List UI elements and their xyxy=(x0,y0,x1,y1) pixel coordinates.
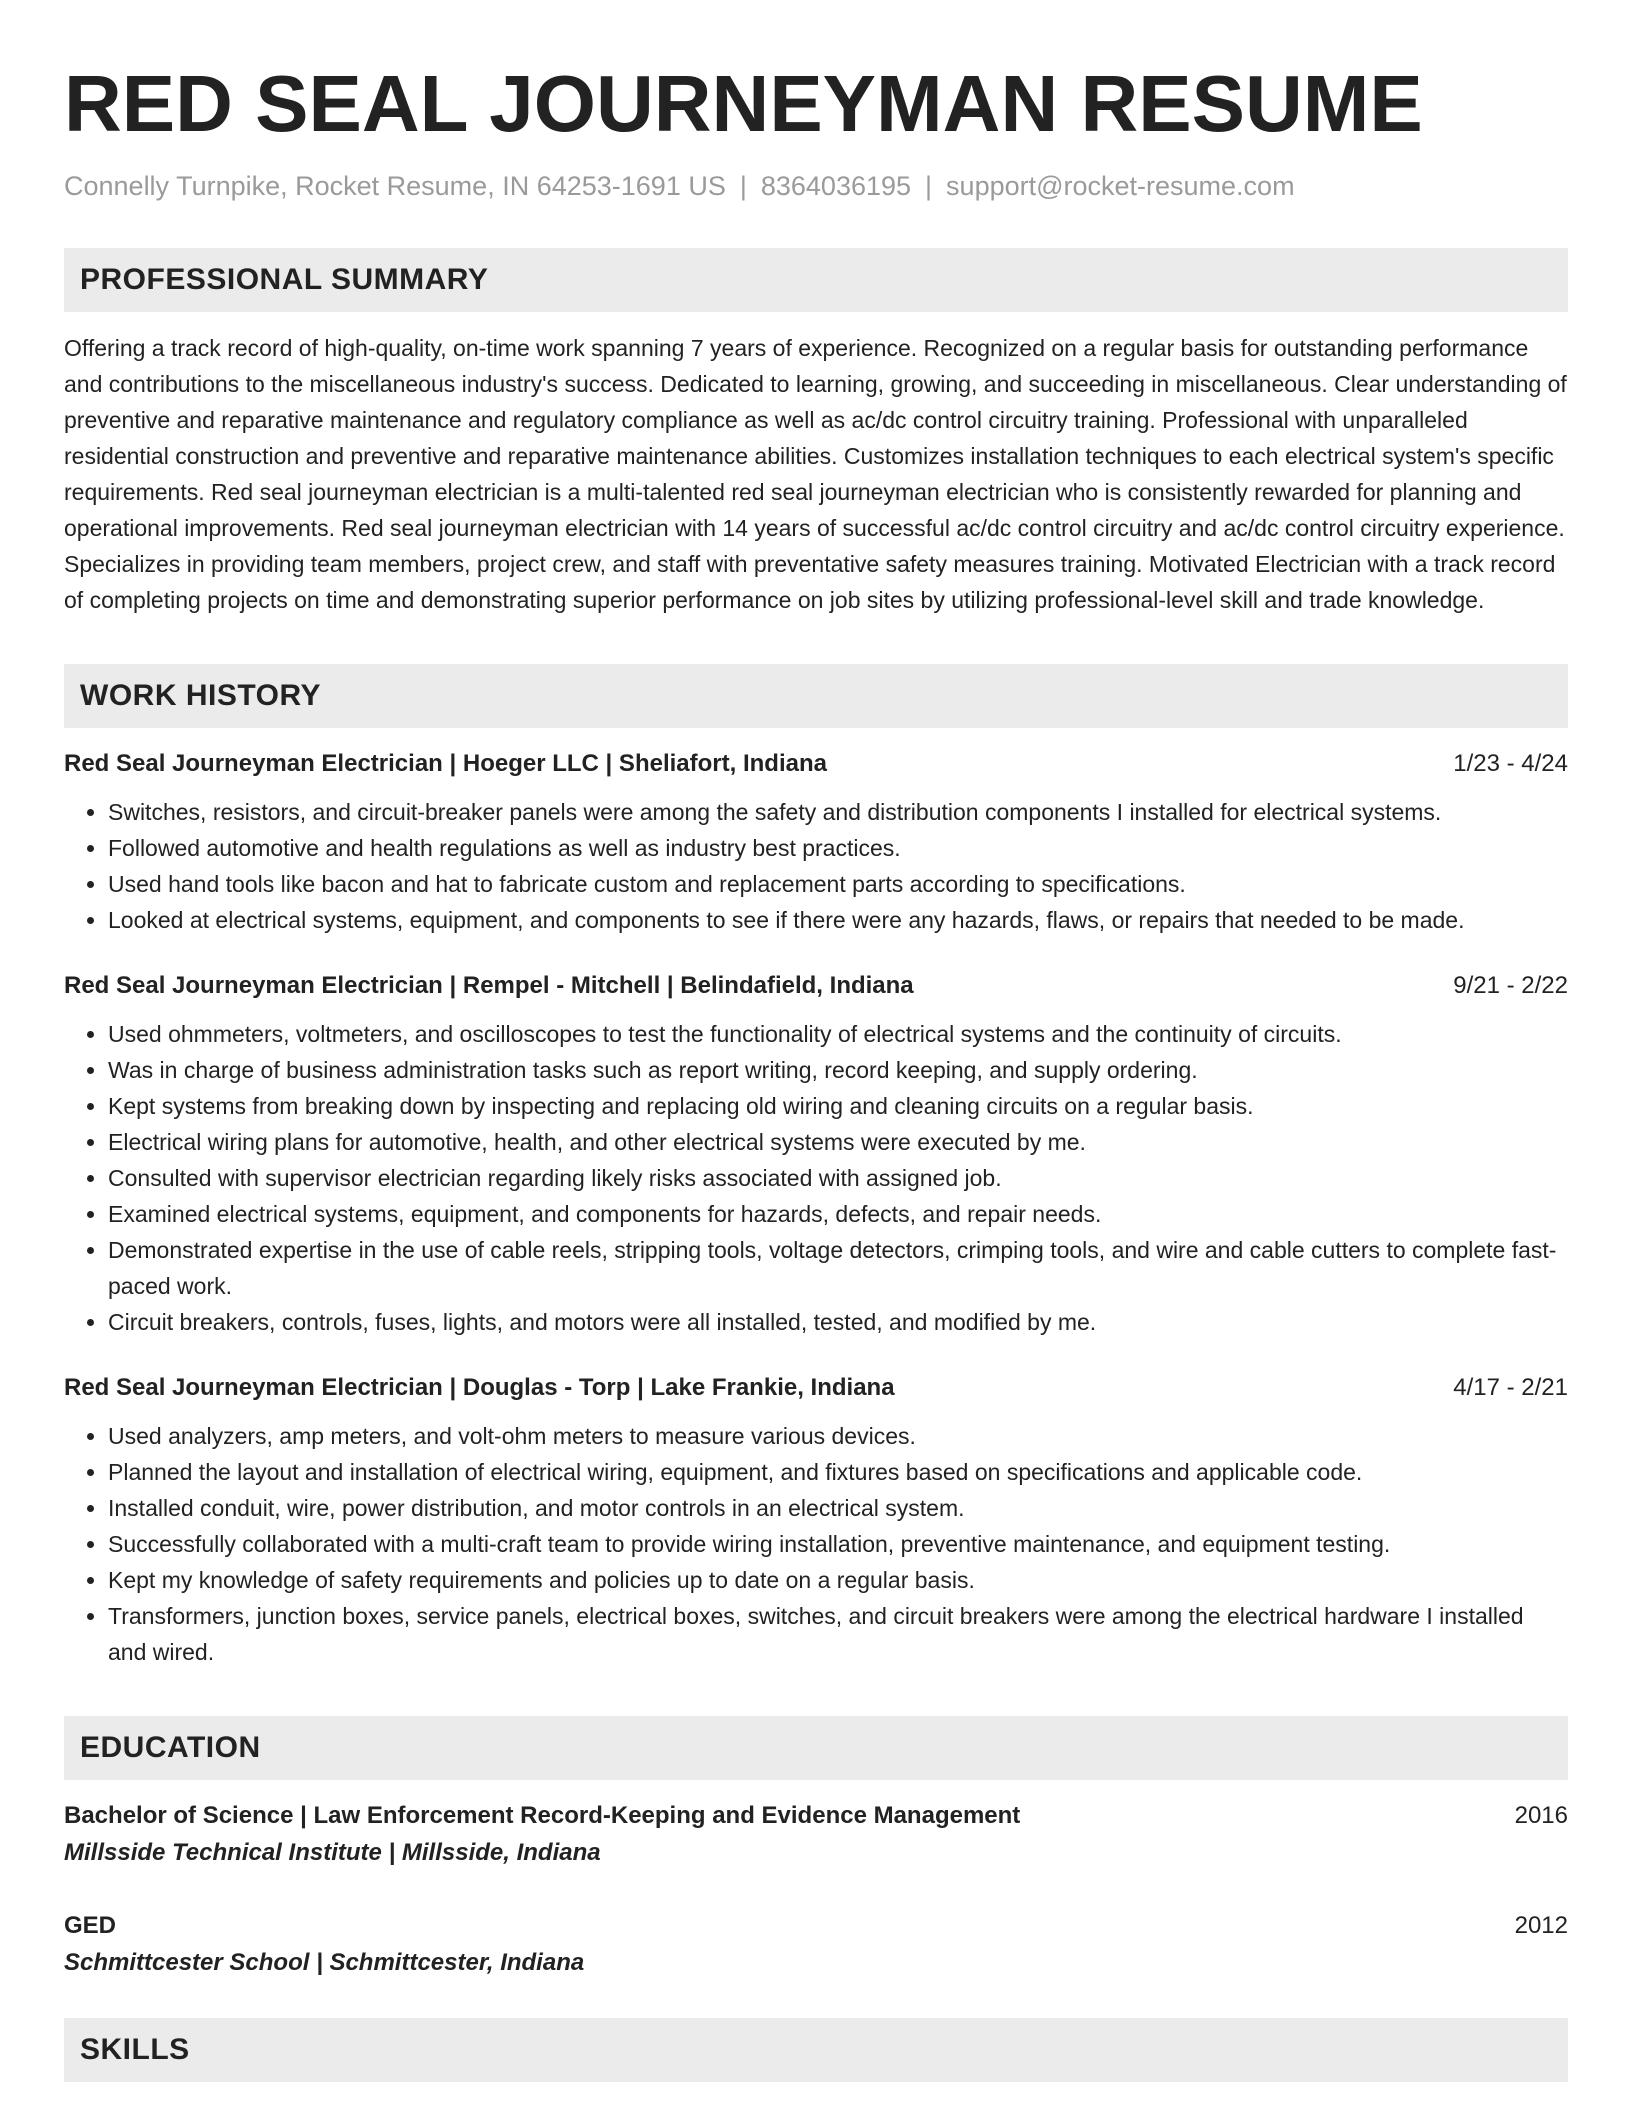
education-heading: EDUCATION xyxy=(64,1716,1568,1780)
job-bullet: • Kept systems from breaking down by inspecting and replacing old wiring and cleaning circuits on a regular basis. xyxy=(108,1088,1568,1124)
job-bullet: • Transformers, junction boxes, service panels, electrical boxes, switches, and circuit breakers were among the electrical hardware I installed and wired. xyxy=(108,1598,1568,1670)
job-bullet: • Used hand tools like bacon and hat to fabricate custom and replacement parts according to specifications. xyxy=(108,866,1568,902)
job-header xyxy=(64,746,1568,782)
summary-text: Offering a track record of high-quality, on-time work spanning 7 years of experience. Recognized on a regular basis for outstanding performance and contributions to the miscellaneous industry's success. Dedicated to learning, growing, and succeeding in miscellaneous. Clear understanding of preventive and reparative maintenance and regulatory compliance as well as ac/dc control circuitry training. Professional with unparalleled residential construction and preventive and reparative maintenance abilities. Customizes installation techniques to each electrical system's specific requirements. Red seal journeyman electrician is a multi-talented red seal journeyman electrician who is consistently rewarded for planning and operational improvements. Red seal journeyman electrician with 14 years of successful ac/dc control circuitry and ac/dc control circuitry experience. Specializes in providing team members, project crew, and staff with preventative safety measures training. Motivated Electrician with a track record of completing projects on time and demonstrating superior performance on job sites by utilizing professional-level skill and trade knowledge. xyxy=(64,335,1567,613)
education-school: Millsside Technical Institute | Millsside, Indiana xyxy=(64,1839,601,1866)
job-title: Red Seal Journeyman Electrician | Douglas - Torp | Lake Frankie, Indiana xyxy=(64,1374,895,1401)
contact-address: Connelly Turnpike, Rocket Resume, IN 64253-1691 US xyxy=(64,171,726,201)
job-bullet: • Used ohmmeters, voltmeters, and oscilloscopes to test the functionality of electrical systems and the continuity of circuits. xyxy=(108,1016,1568,1052)
job-bullet: • Installed conduit, wire, power distribution, and motor controls in an electrical system. xyxy=(108,1490,1568,1526)
job-bullet: • Circuit breakers, controls, fuses, lights, and motors were all installed, tested, and modified by me. xyxy=(108,1304,1568,1340)
contact-phone: 8364036195 xyxy=(760,171,912,201)
education-entry xyxy=(64,1908,1568,1982)
job-title: Red Seal Journeyman Electrician | Hoeger LLC | Sheliafort, Indiana xyxy=(64,750,827,777)
job-dates: 9/21 - 2/22 xyxy=(1453,972,1568,999)
work-history-heading: WORK HISTORY xyxy=(64,664,1568,728)
education-header xyxy=(64,1908,1568,1944)
job-bullet: • Was in charge of business administration tasks such as report writing, record keeping, and supply ordering. xyxy=(108,1052,1568,1088)
job-bullets xyxy=(64,794,1568,938)
job-bullet: • Demonstrated expertise in the use of cable reels, stripping tools, voltage detectors, crimping tools, and wire and cable cutters to complete fast-paced work. xyxy=(108,1232,1568,1304)
contact-line xyxy=(64,170,1568,202)
job-header xyxy=(64,1370,1568,1406)
education-entry xyxy=(64,1798,1568,1872)
education-degree: GED xyxy=(64,1912,117,1939)
job-bullet: • Used analyzers, amp meters, and volt-ohm meters to measure various devices. xyxy=(108,1418,1568,1454)
job-dates: 4/17 - 2/21 xyxy=(1453,1374,1568,1401)
job-bullet: • Examined electrical systems, equipment, and components for hazards, defects, and repair needs. xyxy=(108,1196,1568,1232)
job-bullet: • Kept my knowledge of safety requirements and policies up to date on a regular basis. xyxy=(108,1562,1568,1598)
summary-heading: PROFESSIONAL SUMMARY xyxy=(64,248,1568,312)
job-bullet: • Planned the layout and installation of electrical wiring, equipment, and fixtures based on specifications and applicable code. xyxy=(108,1454,1568,1490)
job-entry xyxy=(64,746,1568,938)
job-entry xyxy=(64,1370,1568,1670)
skills-heading: SKILLS xyxy=(64,2018,1568,2082)
job-bullet: • Consulted with supervisor electrician regarding likely risks associated with assigned job. xyxy=(108,1160,1568,1196)
contact-email: support@rocket-resume.com xyxy=(946,171,1295,201)
job-bullets xyxy=(64,1016,1568,1340)
job-bullet: • Followed automotive and health regulations as well as industry best practices. xyxy=(108,830,1568,866)
education-header xyxy=(64,1798,1568,1834)
education-year: 2012 xyxy=(1514,1912,1568,1939)
job-bullets xyxy=(64,1418,1568,1670)
job-bullet: • Successfully collaborated with a multi-craft team to provide wiring installation, preventive maintenance, and equipment testing. xyxy=(108,1526,1568,1562)
job-title: Red Seal Journeyman Electrician | Rempel - Mitchell | Belindafield, Indiana xyxy=(64,972,914,999)
education-degree: Bachelor of Science | Law Enforcement Record-Keeping and Evidence Management xyxy=(64,1802,1021,1829)
job-entry xyxy=(64,968,1568,1340)
resume-title: RED SEAL JOURNEYMAN RESUME xyxy=(64,59,1423,148)
education-school: Schmittcester School | Schmittcester, Indiana xyxy=(64,1949,585,1976)
job-header xyxy=(64,968,1568,1004)
contact-separator: | xyxy=(925,171,933,201)
job-dates: 1/23 - 4/24 xyxy=(1453,750,1568,777)
education-year: 2016 xyxy=(1514,1802,1568,1829)
contact-separator: | xyxy=(739,171,747,201)
job-bullet: • Switches, resistors, and circuit-breaker panels were among the safety and distribution components I installed for electrical systems. xyxy=(108,794,1568,830)
job-bullet: • Electrical wiring plans for automotive, health, and other electrical systems were executed by me. xyxy=(108,1124,1568,1160)
job-bullet: • Looked at electrical systems, equipment, and components to see if there were any hazards, flaws, or repairs that needed to be made. xyxy=(108,902,1568,938)
